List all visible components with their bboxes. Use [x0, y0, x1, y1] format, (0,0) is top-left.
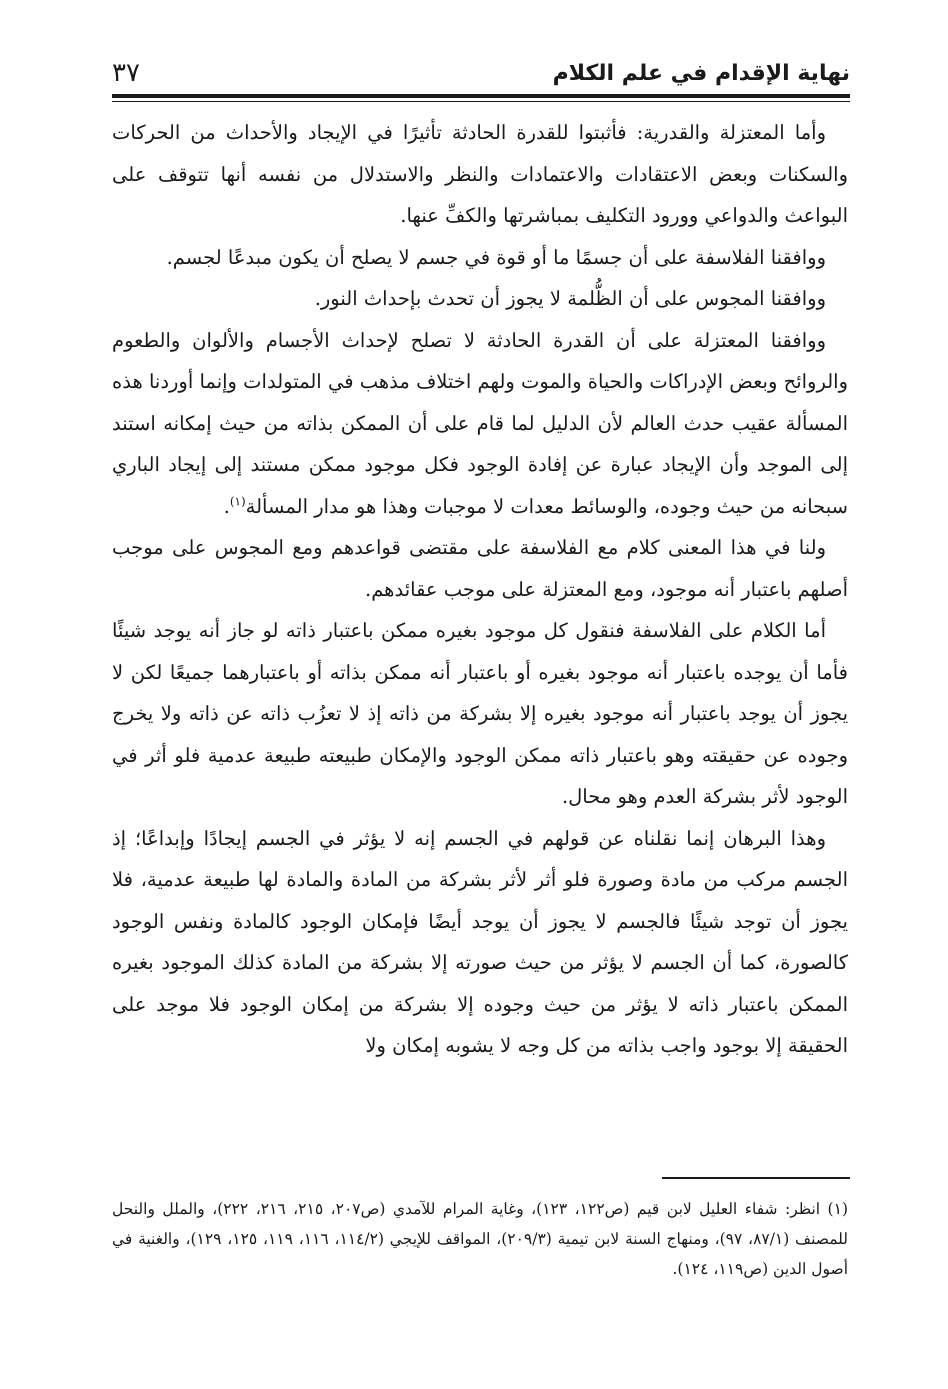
footnote-1: (١) انظر: شفاء العليل لابن قيم (ص١٢٢، ١٢٣)، وغاية المرام للآمدي (ص٢٠٧، ٢١٥، ٢١٦، ٢٢٢)، والملل والنحل للمصنف (٨٧/١، ٩٧)، ومنهاج السنة لابن تيمية (٢٠٩/٣)، المواقف للإيجي (١١٤/٢، ١١٦، ١١٩، ١٢٥، ١٢٩)، والغنية في أصول الدين (ص١١٩، ١٢٤). [112, 1200, 849, 1278]
running-header [112, 58, 850, 94]
footnote-reference: (١) [229, 494, 246, 508]
paragraph-our-discussion: ولنا في هذا المعنى كلام مع الفلاسفة على مقتضى قواعدهم ومع المجوس على موجب أصلهم باعتبار أنه موجود، ومع المعتزلة على موجب عقائدهم. [112, 536, 848, 601]
paragraph-mutazila-agree [112, 320, 848, 528]
paragraph-mutazila: وأما المعتزلة والقدرية: فأثبتوا للقدرة الحادثة تأثيرًا في الإيجاد والأحداث من الحركات والسكنات وبعض الاعتقادات والاعتمادات والنظر والاستدلال من نفسه أنها تتوقف على البواعث والدواعي وورود التكليف بمباشرتها والكفِّ عنها. [112, 121, 848, 227]
footnote-section [112, 1194, 848, 1284]
paragraph-philosophers-agree: ووافقنا الفلاسفة على أن جسمًا ما أو قوة في جسم لا يصلح أن يكون مبدعًا لجسم. [166, 245, 826, 269]
header-rule-thin [112, 101, 850, 102]
paragraph-proof: وهذا البرهان إنما نقلناه عن قولهم في الجسم إنه لا يؤثر في الجسم إيجادًا وإبداعًا؛ إذ الجسم مركب من مادة وصورة فلو أثر لأثر بشركة من المادة والمادة لها طبيعة عدمية، فلا يجوز أن توجد شيئًا فالجسم لا يجوز أن يوجد أيضًا فإمكان الوجود كالمادة ونفس الوجود كالصورة، كما أن الجسم لا يؤثر من حيث صورته إلا بشركة من المادة كذلك الموجود بغيره الممكن باعتبار ذاته لا يؤثر من حيث وجوده إلا بشركة من إمكان الوجود فلا موجد على الحقيقة إلا بوجود واجب بذاته من كل وجه لا يشوبه إمكان ولا [112, 826, 848, 1057]
paragraph-end-mark: . [223, 494, 230, 518]
main-text [112, 112, 848, 1067]
paragraph-magians-agree: ووافقنا المجوس على أن الظُّلمة لا يجوز أن تحدث بإحداث النور. [314, 287, 826, 310]
paragraph-mutazila-agree-text: ووافقنا المعتزلة على أن القدرة الحادثة لا تصلح لإحداث الأجسام والألوان والطعوم والروائح وبعض الإدراكات والحياة والموت ولهم اختلاف مذهب في المتولدات وإنما أوردنا هذه المسألة عقيب حدث العالم لأن الدليل لما قام على أن الممكن بذاته من حيث إمكانه استند إلى الموجد وأن الإيجاد عبارة عن إفادة الوجود فكل موجود ممكن مستند إلى إيجاد الباري سبحانه من حيث وجوده، والوسائط معدات لا موجبات وهذا هو مدار المسألة [112, 328, 848, 518]
footnote-separator [662, 1177, 850, 1179]
paragraph-against-philosophers: أما الكلام على الفلاسفة فنقول كل موجود بغيره ممكن باعتبار ذاته لو جاز أنه يوجد شيئًا فأما أن يوجده باعتبار أنه موجود بغيره أو باعتبار أنه ممكن بذاته أو باعتبارهما جميعًا لكن لا يجوز أن يوجد باعتبار أنه موجود بغيره إلا بشركة من ذاته إذ لا تعزُب ذاته عن ذاته ولا يخرج وجوده عن حقيقته وهو باعتبار ذاته ممكن الوجود والإمكان طبيعته طبيعة عدمية فلو أثر في الوجود لأثر بشركة العدم وهو محال. [112, 619, 848, 808]
page-number: ٣٧ [112, 58, 140, 88]
header-rule-thick [112, 94, 850, 98]
book-title: نهاية الإقدام في علم الكلام [552, 61, 850, 86]
